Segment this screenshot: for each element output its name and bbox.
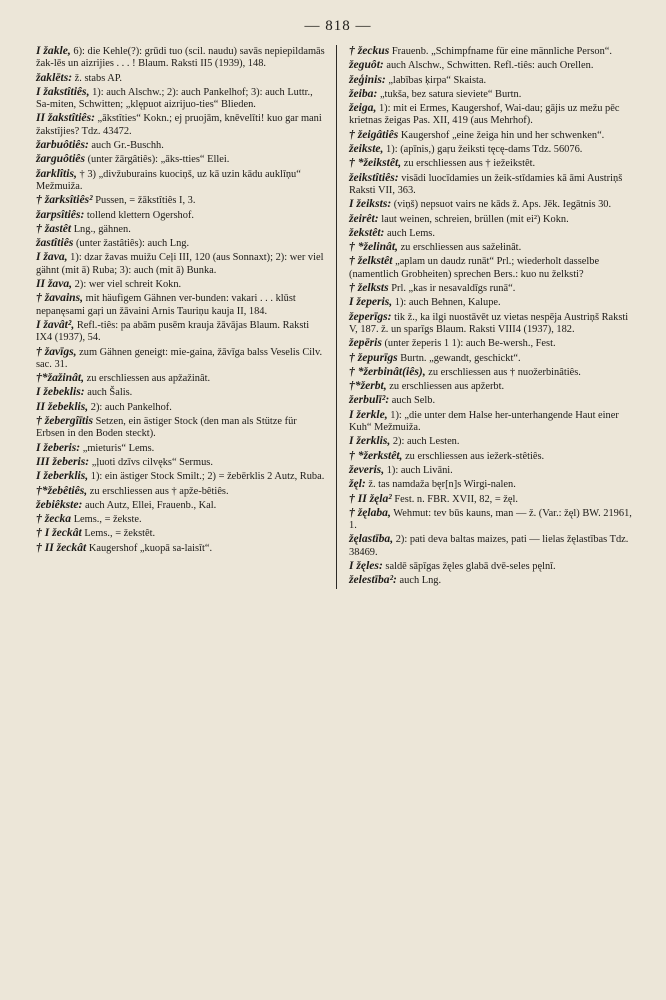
entry-headword: žeikste, xyxy=(349,142,384,156)
entry-headword: † žęlaba, xyxy=(349,505,391,519)
entry-headword: † *želinât, xyxy=(349,240,398,254)
dictionary-entry xyxy=(349,311,636,337)
dictionary-entry xyxy=(349,464,636,477)
entry-text: auch Alschw., Schwitten. Refl.-tiês: auch Orellen. xyxy=(383,60,594,72)
dictionary-entry xyxy=(36,86,326,112)
entry-headword: žepēris xyxy=(349,336,382,350)
dictionary-entry xyxy=(36,527,326,540)
entry-text: 1): auch Alschw.; 2): auch Pankelhof; 3): auch Luttr., Sa-miten, Schwitten; „klępuot aizrijuo-ties“ Blieden. xyxy=(36,86,313,111)
entry-headword: † žecka xyxy=(36,512,72,526)
entry-text: Kaugershof „kuopā sa-laisīt“. xyxy=(86,542,213,554)
entry-text: 1): auch Behnen, Kalupe. xyxy=(392,297,501,309)
entry-text: zu erschliessen aus † iežeikstêt. xyxy=(401,158,536,170)
dictionary-entry xyxy=(349,493,636,506)
entry-headword: †*žažinât, xyxy=(36,371,84,385)
entry-headword: † *žeikstêt, xyxy=(349,156,402,170)
entry-text: zu erschliessen aus iežerk-stêtiês. xyxy=(402,450,545,462)
dictionary-entry xyxy=(349,409,636,435)
entry-text: „mieturis“ Lems. xyxy=(80,442,155,454)
dictionary-entry xyxy=(36,278,326,291)
entry-headword: † *žerkstêt, xyxy=(349,448,403,462)
entry-headword: I žeperis, xyxy=(349,295,393,309)
entry-text: zum Gähnen geneigt: mie-gaina, žāvīga balss Veselis Cilv. sac. 31. xyxy=(36,346,323,370)
entry-headword: I žerkle, xyxy=(349,407,388,421)
entry-headword: I žebeklis: xyxy=(36,385,85,399)
dictionary-entry xyxy=(349,574,636,587)
entry-text: Kaugershof „eine žeiga hin und her schwenken“. xyxy=(398,129,605,141)
dictionary-entry xyxy=(349,74,636,87)
dictionary-entry xyxy=(349,143,636,156)
entry-headword: I žeberis: xyxy=(36,440,81,454)
entry-headword: žeikstîtiês: xyxy=(349,170,399,184)
entry-headword: žastîtiês xyxy=(36,236,74,250)
entry-headword: †*žerbt, xyxy=(349,379,387,393)
entry-headword: † žeigâtiês xyxy=(349,127,399,141)
entry-text: Pussen, = žākstîtiês I, 3. xyxy=(92,195,196,207)
dictionary-entry xyxy=(36,415,326,441)
entry-headword: žęlastība, xyxy=(349,532,394,546)
entry-text: „labības ķirpa“ Skaista. xyxy=(385,74,487,86)
entry-headword: ževeris, xyxy=(349,462,385,476)
entry-text: Prl. „kas ir nesavaldīgs runā“. xyxy=(388,283,516,295)
entry-headword: žebiêkste: xyxy=(36,497,83,511)
entry-text: 1): mit ei Ermes, Kaugershof, Wai-dau; gājis uz mežu pēc krietnas žeigas Pas. XII, 419 (aus Mehrhof). xyxy=(349,103,620,127)
entry-text: Lems., = žekste. xyxy=(71,514,142,526)
entry-headword: žaklēts: xyxy=(36,70,73,84)
dictionary-entry xyxy=(349,213,636,226)
entry-text: auch Selb. xyxy=(389,395,436,407)
dictionary-entry xyxy=(349,227,636,240)
entry-headword: II žava, xyxy=(36,277,73,291)
entry-text: „tukša, bez satura sieviete“ Burtn. xyxy=(377,88,522,100)
right-column xyxy=(336,45,636,589)
entry-text: (unter žeperis 1 1): auch Be-wersh., Fest. xyxy=(381,338,556,350)
dictionary-entry xyxy=(36,292,326,318)
entry-headword: III žeberis: xyxy=(36,454,90,468)
dictionary-entry xyxy=(36,485,326,498)
dictionary-entry xyxy=(349,507,636,533)
dictionary-entry xyxy=(36,139,326,152)
entry-text: auch Lems. xyxy=(384,227,435,239)
dictionary-entry xyxy=(349,129,636,142)
entry-text: mit häufigem Gähnen ver-bunden: vakari . . . klūst nepanęsami gaŗi un žāvaini Arnis Tauriņu kauja II, 184. xyxy=(36,293,296,317)
dictionary-entry xyxy=(349,394,636,407)
entry-text: „ļuoti dzīvs cilvęks“ Sermus. xyxy=(89,456,213,468)
entry-text: (viņš) nepsuot vairs ne kāds ž. Aps. Jēk. Iegātnis 30. xyxy=(391,199,612,211)
entry-headword: I žava, xyxy=(36,250,68,264)
dictionary-entry xyxy=(36,72,326,85)
entry-text: zu erschliessen aus apžažinât. xyxy=(84,373,211,385)
entry-headword: † žeckus xyxy=(349,44,390,57)
dictionary-entry xyxy=(36,346,326,372)
entry-headword: † žarksîtiês² xyxy=(36,193,93,207)
dictionary-entry xyxy=(349,241,636,254)
entry-text: auch Lng. xyxy=(396,575,442,587)
dictionary-entry xyxy=(36,251,326,277)
entry-text: auch Šalis. xyxy=(84,387,133,399)
dictionary-entry xyxy=(36,168,326,194)
dictionary-entry xyxy=(36,45,326,71)
dictionary-entry xyxy=(36,401,326,414)
entry-text: „aplam un daudz runāt“ Prl.; wiederholt dasselbe (namentlich Grobheiten) sprechen Bers.: kuo nu želksti? xyxy=(349,256,600,280)
dictionary-entry xyxy=(36,499,326,512)
entry-headword: I žeberklis, xyxy=(36,469,89,483)
dictionary-entry xyxy=(36,112,326,138)
entry-headword: žeguôt: xyxy=(349,58,384,72)
left-column xyxy=(36,45,336,589)
entry-headword: I žakstîtiês, xyxy=(36,84,90,98)
entry-headword: II žakstîtiês: xyxy=(36,111,95,125)
entry-text: Lng., gähnen. xyxy=(71,223,131,235)
entry-text: ž. tas namdaža bęr[n]s Wirgi-nalen. xyxy=(365,479,516,491)
entry-headword: † II žęla² xyxy=(349,491,392,505)
entry-text: tollend klettern Ogershof. xyxy=(84,209,194,221)
dictionary-entry xyxy=(36,319,326,345)
entry-text: auch Autz, Ellei, Frauenb., Kal. xyxy=(82,499,217,511)
entry-headword: žarklîtis, xyxy=(36,166,77,180)
entry-headword: † *žerbinât(iês), xyxy=(349,364,426,378)
entry-headword: žekstêt: xyxy=(349,225,385,239)
dictionary-entry xyxy=(36,470,326,483)
entry-headword: I žęles: xyxy=(349,558,383,572)
entry-text: Setzen, ein ästiger Stock (den man als Stütze für Erbsen in den Boden steckt). xyxy=(36,416,297,440)
dictionary-entry xyxy=(36,372,326,385)
entry-text: laut weinen, schreien, brüllen (mit ei²) Kokn. xyxy=(378,213,569,225)
dictionary-entry xyxy=(349,352,636,365)
columns xyxy=(36,45,640,589)
dictionary-entry xyxy=(349,172,636,198)
entry-text: tik ž., ka ilgi nuostāvēt uz vietas nespēja Austriņš Raksti V, 187. ž. un sparīgs Blaum. Raksti VIII4 (1937), 182. xyxy=(349,311,629,335)
entry-text: ž. stabs AP. xyxy=(72,72,123,84)
entry-text: 2): auch Pankelhof. xyxy=(88,401,172,413)
entry-headword: † žastêt xyxy=(36,221,72,235)
entry-text: zu erschliessen aus sažełinât. xyxy=(397,242,522,254)
entry-headword: žeiga, xyxy=(349,101,377,115)
dictionary-entry xyxy=(349,560,636,573)
dictionary-entry xyxy=(349,337,636,350)
entry-text: Lems., = žekstêt. xyxy=(81,528,156,540)
entry-headword: I žerklis, xyxy=(349,434,391,448)
entry-text: Frauenb. „Schimpfname für eine männliche Person“. xyxy=(389,46,613,57)
entry-text: 1): „die unter dem Halse her-unterhangende Haut einer Kuh“ Mežmuiža. xyxy=(349,409,619,434)
dictionary-entry xyxy=(349,157,636,170)
entry-text: (unter žastâtiês): auch Lng. xyxy=(73,238,190,250)
entry-text: Fest. n. FBR. XVII, 82, = žęl. xyxy=(391,493,518,505)
entry-text: Refl.-tiês: pa abām pusēm krauja žāvājas Blaum. Raksti IX4 (1937), 54. xyxy=(36,319,310,344)
dictionary-entry xyxy=(349,435,636,448)
dictionary-entry xyxy=(349,102,636,128)
entry-headword: žarpsîtiês: xyxy=(36,207,85,221)
entry-text: auch Gr.-Buschh. xyxy=(88,140,164,152)
entry-text: 1): ein ästiger Stock Smilt.; 2) = žebērklis 2 Autz, Ruba. xyxy=(88,471,325,483)
entry-headword: †*žebêtiês, xyxy=(36,483,88,497)
entry-text: 2): wer viel schreit Kokn. xyxy=(72,279,182,291)
entry-text: 2): pati deva baltas maizes, pati — lielas žęlastības Tdz. 38469. xyxy=(349,534,629,558)
entry-headword: žeiba: xyxy=(349,86,378,100)
dictionary-entry xyxy=(36,456,326,469)
dictionary-entry xyxy=(36,542,326,555)
entry-headword: † žebergîītis xyxy=(36,414,94,428)
entry-text: 1): dzar žavas muižu Ceļi III, 120 (aus Sonnaxt); 2): wer viel gähnt (mit ā) Ruba; 3): auch (mit ā) Bunka. xyxy=(36,252,324,276)
dictionary-entry xyxy=(349,296,636,309)
entry-headword: † žavīgs, xyxy=(36,344,77,358)
entry-text: Burtn. „gewandt, geschickt“. xyxy=(397,352,521,364)
entry-headword: II žebeklis, xyxy=(36,399,89,413)
page-number: — 818 — xyxy=(304,18,372,34)
entry-text: 1): auch Livāni. xyxy=(384,464,453,476)
dictionary-entry xyxy=(36,194,326,207)
entry-headword: † I žeckât xyxy=(36,526,82,540)
entry-headword: † žavains, xyxy=(36,291,84,305)
dictionary-entry xyxy=(349,478,636,491)
entry-headword: žarguôtiês xyxy=(36,152,85,166)
entry-text: Wehmut: tev būs kauns, man — ž. (Var.: žęl) BW. 21961, 1. xyxy=(349,507,632,532)
entry-text: (unter žārgâtiês): „āks-tties“ Ellei. xyxy=(84,154,230,166)
dictionary-entry xyxy=(349,59,636,72)
entry-headword: † žepurīgs xyxy=(349,350,398,364)
entry-text: zu erschliessen aus † nuožerbinâtiês. xyxy=(425,366,581,378)
entry-headword: I žeiksts: xyxy=(349,197,392,211)
entry-headword: I žavât², xyxy=(36,317,75,331)
entry-headword: † želksts xyxy=(349,281,389,295)
entry-text: „ākstîties“ Kokn.; ej pruojām, knēvelīti! kuo gar mani žakstîjies? Tdz. 43472. xyxy=(36,113,322,137)
dictionary-entry xyxy=(36,442,326,455)
entry-headword: I žakle, xyxy=(36,44,71,57)
entry-text: zu erschliessen aus apžerbt. xyxy=(386,381,505,393)
entry-text: zu erschliessen aus † apže-bêtiês. xyxy=(87,485,229,497)
dictionary-entry xyxy=(349,282,636,295)
dictionary-entry xyxy=(349,533,636,559)
entry-text: 1): (apīnis,) gaŗu žeiksti tęcę-dams Tdz. 56076. xyxy=(383,144,583,156)
dictionary-entry xyxy=(349,45,636,58)
dictionary-entry xyxy=(36,237,326,250)
entry-headword: žeperīgs: xyxy=(349,309,392,323)
entry-text: visādi luocīdamies un žeik-stīdamies kā āmi Austriņš Raksti VII, 363. xyxy=(349,172,623,196)
dictionary-entry xyxy=(349,450,636,463)
dictionary-entry xyxy=(36,153,326,166)
dictionary-entry xyxy=(36,513,326,526)
entry-headword: † želkstêt xyxy=(349,254,393,268)
dictionary-entry xyxy=(36,209,326,222)
entry-headword: † II žeckât xyxy=(36,540,87,554)
dictionary-entry xyxy=(36,386,326,399)
entry-headword: želestība²: xyxy=(349,573,397,587)
entry-text: 2): auch Lesten. xyxy=(390,436,460,448)
entry-headword: žęl: xyxy=(349,477,366,491)
entry-headword: žerbulī²: xyxy=(349,393,390,407)
dictionary-entry xyxy=(349,198,636,211)
dictionary-entry xyxy=(36,223,326,236)
entry-headword: žeģinis: xyxy=(349,72,386,86)
dictionary-entry xyxy=(349,88,636,101)
dictionary-entry xyxy=(349,380,636,393)
entry-text: 6): die Kehle(?): grūdi tuo (scil. naudu) savās nepiepildamās žak-lēs un aizrijies . . . ! Blaum. Raksti II5 (1939), 148. xyxy=(36,46,325,70)
dictionary-entry xyxy=(349,366,636,379)
entry-text: † 3) „divžuburains kuociņš, uz kā uzin kādu auklīņu“ Mežmuiža. xyxy=(36,168,301,192)
entry-headword: žeirêt: xyxy=(349,211,379,225)
dictionary-entry xyxy=(349,255,636,281)
entry-headword: žarbuôtiês: xyxy=(36,138,89,152)
entry-text: saldē sāpīgas žęles glabā dvē-seles pęlnī. xyxy=(382,560,556,572)
